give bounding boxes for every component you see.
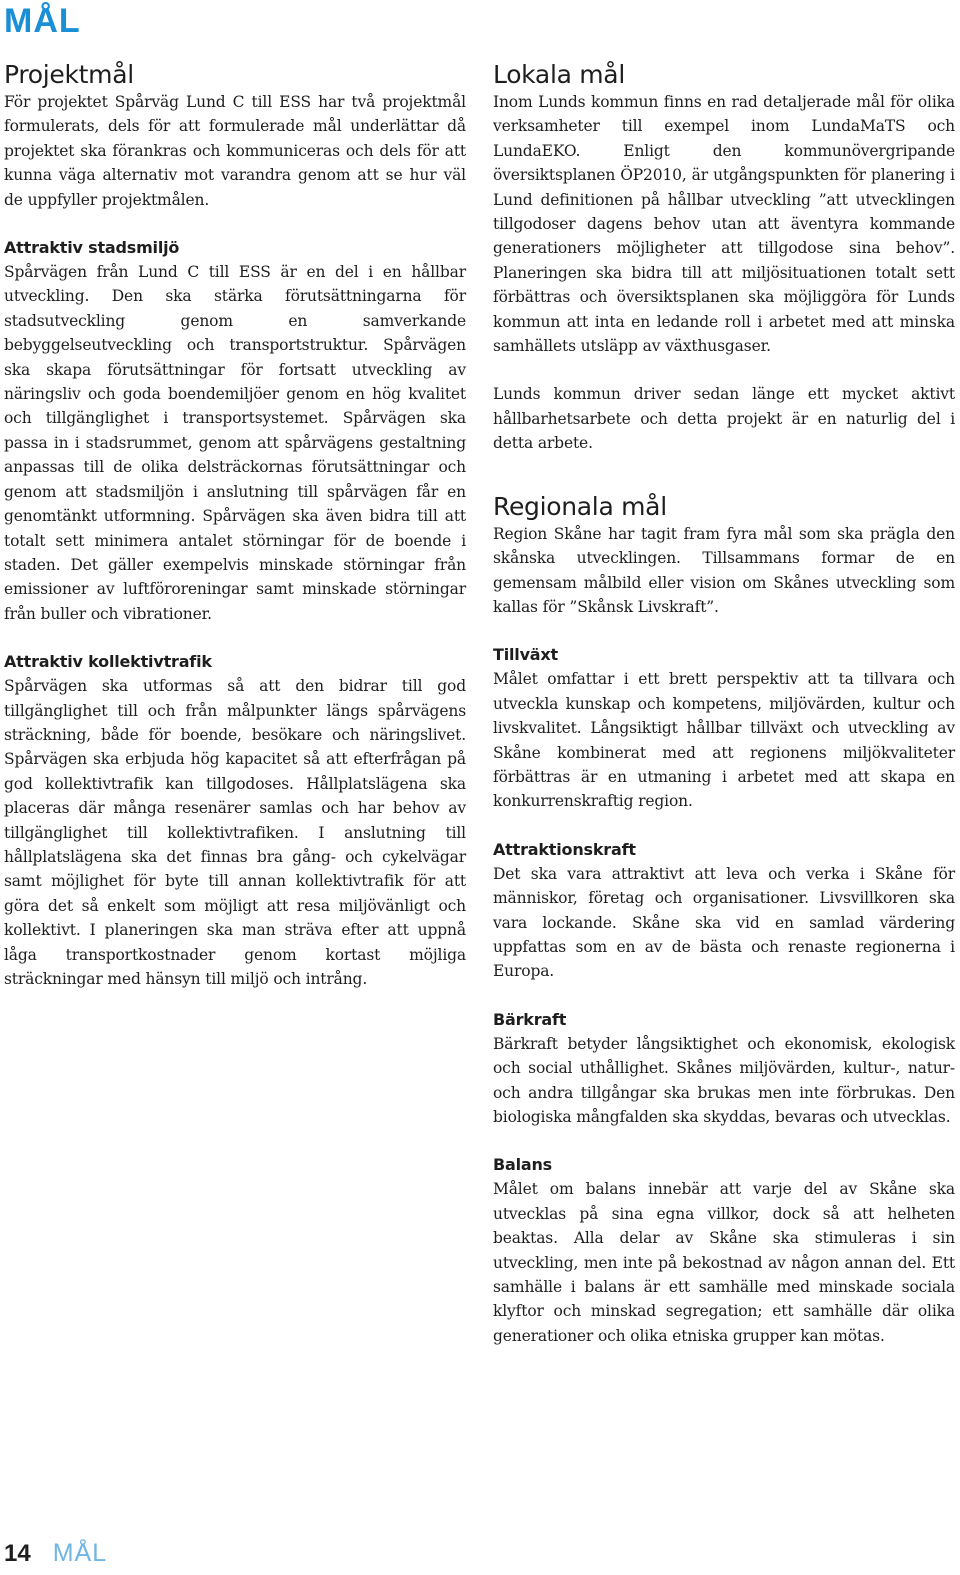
heading-tillvaxt: Tillväxt bbox=[493, 645, 558, 665]
heading-barkraft: Bärkraft bbox=[493, 1009, 567, 1029]
heading-balans: Balans bbox=[493, 1155, 552, 1175]
heading-lokala-mal: Lokala mål bbox=[493, 60, 625, 89]
page-header-title: MÅL bbox=[4, 2, 81, 40]
paragraph-attraktionskraft: Det ska vara attraktivt att leva och verka i Skåne för människor, företag och organisationer. Livsvillkoren ska vara lockande. Skåne ska vid en samlad värdering uppfattas som en av de bästa och renaste regionerna i Europa. bbox=[493, 864, 955, 981]
paragraph-projektmal: För projektet Spårväg Lund C till ESS har två projektmål formulerats, dels för att formulerade mål underlättar då projektet ska förankras och kommuniceras och dels för att kunna väga alternativ mot varandra genom att se hur väl de uppfyller projektmålen. bbox=[4, 93, 466, 209]
heading-regionala-mal: Regionala mål bbox=[493, 491, 667, 521]
section-attraktionskraft bbox=[493, 838, 955, 984]
paragraph-attraktiv-stadsmiljo: Spårvägen från Lund C till ESS är en del i en hållbar utveckling. Den ska stärka förutsättningarna för stadsutveckling genom en samverkande bebyggelseutveckling och transportstruktur. Spårvägen ska skapa förutsättningar för fortsatt utveckling av näringsliv och goda boendemiljöer genom en hög kvalitet och tillgänglighet i transportsystemet. Spårvägen ska passa in i stadsrummet, genom att spårvägens gestaltning anpassas till de olika delsträckornas förutsättningar och genom att stadsmiljön i anslutning till spårvägen får en genomtänkt utformning. Spårvägen ska även bidra till att totalt sett minimera antalet störningar för de boende i staden. Det gäller exempelvis minskade störningar från emissioner av luftföroreningar samt minskade störningar från buller och vibrationer. bbox=[4, 263, 466, 623]
section-barkraft bbox=[493, 1008, 955, 1130]
section-regionala-mal bbox=[493, 492, 955, 620]
section-attraktiv-kollektivtrafik bbox=[4, 650, 466, 991]
section-projektmal bbox=[4, 60, 466, 212]
section-balans bbox=[493, 1153, 955, 1348]
page-footer bbox=[4, 1535, 107, 1575]
heading-attraktiv-stadsmiljo: Attraktiv stadsmiljö bbox=[4, 238, 180, 258]
section-tillvaxt bbox=[493, 643, 955, 813]
paragraph-attraktiv-kollektivtrafik: Spårvägen ska utformas så att den bidrar till god tillgänglighet till och från målpunkter längs spårvägens sträckning, både för boende, besökare och näringslivet. Spårvägen ska erbjuda hög kapacitet så att efterfrågan på god kollektivtrafik kan tillgodoses. Hållplatslägena ska placeras där många resenärer samlas och har behov av tillgänglighet till kollektivtrafiken. I anslutning till hållplatslägena ska det finnas bra gång- och cykelvägar samt möjlighet för byte till annan kollektivtrafik för att göra det så enkelt som möjligt att resa miljövänligt och kollektivt. I planeringen ska man sträva efter att uppnå låga transportkostnader genom kortast möjliga sträckningar med hänsyn till miljö och intrång. bbox=[4, 677, 466, 988]
section-lokala-mal bbox=[493, 60, 955, 456]
section-attraktiv-stadsmiljo bbox=[4, 236, 466, 626]
page-number: 14 bbox=[4, 1540, 31, 1567]
left-column bbox=[4, 60, 466, 991]
paragraph-balans: Målet om balans innebär att varje del av Skåne ska utvecklas på sina egna villkor, dock så att helheten beaktas. Alla delar av Skåne ska stimuleras i sin utveckling, men inte på bekostnad av någon annan del. Ett samhälle i balans är ett samhälle med minskade sociala klyftor och minskad segregation; ett samhälle där olika generationer och olika etniska grupper kan mötas. bbox=[493, 1180, 955, 1345]
heading-attraktiv-kollektivtrafik: Attraktiv kollektivtrafik bbox=[4, 652, 212, 672]
heading-projektmal: Projektmål bbox=[4, 60, 134, 89]
paragraph-regionala-mal: Region Skåne har tagit fram fyra mål som ska prägla den skånska utvecklingen. Tillsammans formar de en gemensam målbild eller vision om Skånes utveckling som kallas för ”Skånsk Livskraft”. bbox=[493, 524, 955, 616]
paragraph-lokala-mal-2: Lunds kommun driver sedan länge ett mycket aktivt hållbarhetsarbete och detta projekt är en naturlig del i detta arbete. bbox=[493, 385, 955, 453]
paragraph-barkraft: Bärkraft betyder långsiktighet och ekonomisk, ekologisk och social uthållighet. Skånes miljövärden, kultur-, natur- och andra tillgångar ska brukas men inte förbrukas. Den biologiska mångfalden ska skyddas, bevaras och utvecklas. bbox=[493, 1034, 955, 1126]
paragraph-tillvaxt: Målet omfattar i ett brett perspektiv att ta tillvara och utveckla kunskap och kompetens, miljövärden, kultur och livskvalitet. Långsiktigt hållbar tillväxt och utveckling av Skåne kombinerat med att regionens miljökvaliteter förbättras är en utmaning i arbetet med att skapa en konkurrenskraftig region. bbox=[493, 670, 955, 811]
heading-attraktionskraft: Attraktionskraft bbox=[493, 839, 636, 859]
footer-section-label: MÅL bbox=[52, 1539, 108, 1567]
paragraph-lokala-mal-1: Inom Lunds kommun finns en rad detaljerade mål för olika verksamheter till exempel inom LundaMaTS och LundaEKO. Enligt den kommunövergripande översiktsplanen ÖP2010, är utgångspunkten för planering i Lund definitionen på hållbar utveckling ”att utvecklingen tillgodoser dagens behov utan att äventyra kommande generationers möjligheter att tillgodose sina behov”. Planeringen ska bidra till att miljösituationen totalt sett förbättras och översiktsplanen ska möjliggöra för Lunds kommun att inta en ledande roll i arbetet med att minska samhällets utsläpp av växthusgaser. bbox=[493, 93, 955, 356]
right-column bbox=[493, 60, 955, 1348]
